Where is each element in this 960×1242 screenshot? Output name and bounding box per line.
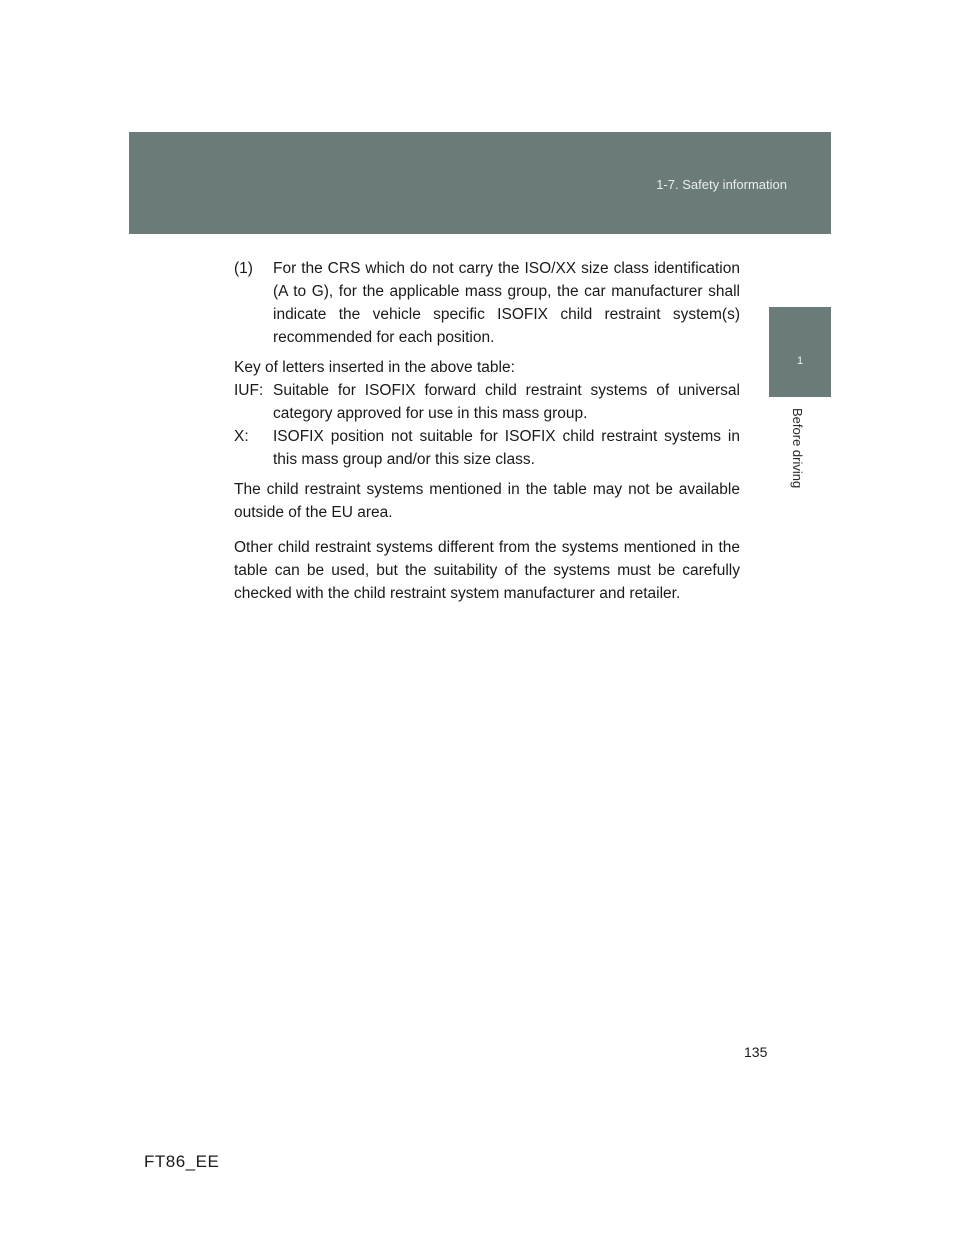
key-item-iuf [234,379,740,425]
header-band [129,132,831,234]
key-item-text: ISOFIX position not suitable for ISOFIX child restraint systems in this mass group and/or this size class. [273,428,740,468]
footnote-label: (1) [234,260,253,277]
other-systems-paragraph: Other child restraint systems different from the systems mentioned in the table can be used, but the suitability of the systems must be carefully checked with the child restraint system manufacturer and retailer. [234,539,740,602]
chapter-label: Before driving [790,408,805,489]
availability-paragraph: The child restraint systems mentioned in the table may not be available outside of the EU area. [234,481,740,521]
key-item-label: X: [234,428,249,445]
key-item-label: IUF: [234,382,264,399]
page-number: 135 [744,1044,768,1060]
section-title: 1-7. Safety information [656,177,787,192]
key-heading: Key of letters inserted in the above table: [234,359,515,376]
footnote-text: For the CRS which do not carry the ISO/XX size class identification (A to G), for the applicable mass group, the car manufacturer shall indicate the vehicle specific ISOFIX child restraint system(s) recommended for each position. [273,260,740,346]
footnote-1 [234,257,740,349]
chapter-tab [769,307,831,397]
document-code: FT86_EE [144,1152,220,1171]
page-content [234,257,740,605]
key-item-x [234,425,740,471]
key-item-text: Suitable for ISOFIX forward child restraint systems of universal category approved for use in this mass group. [273,382,740,422]
chapter-number: 1 [796,355,804,367]
